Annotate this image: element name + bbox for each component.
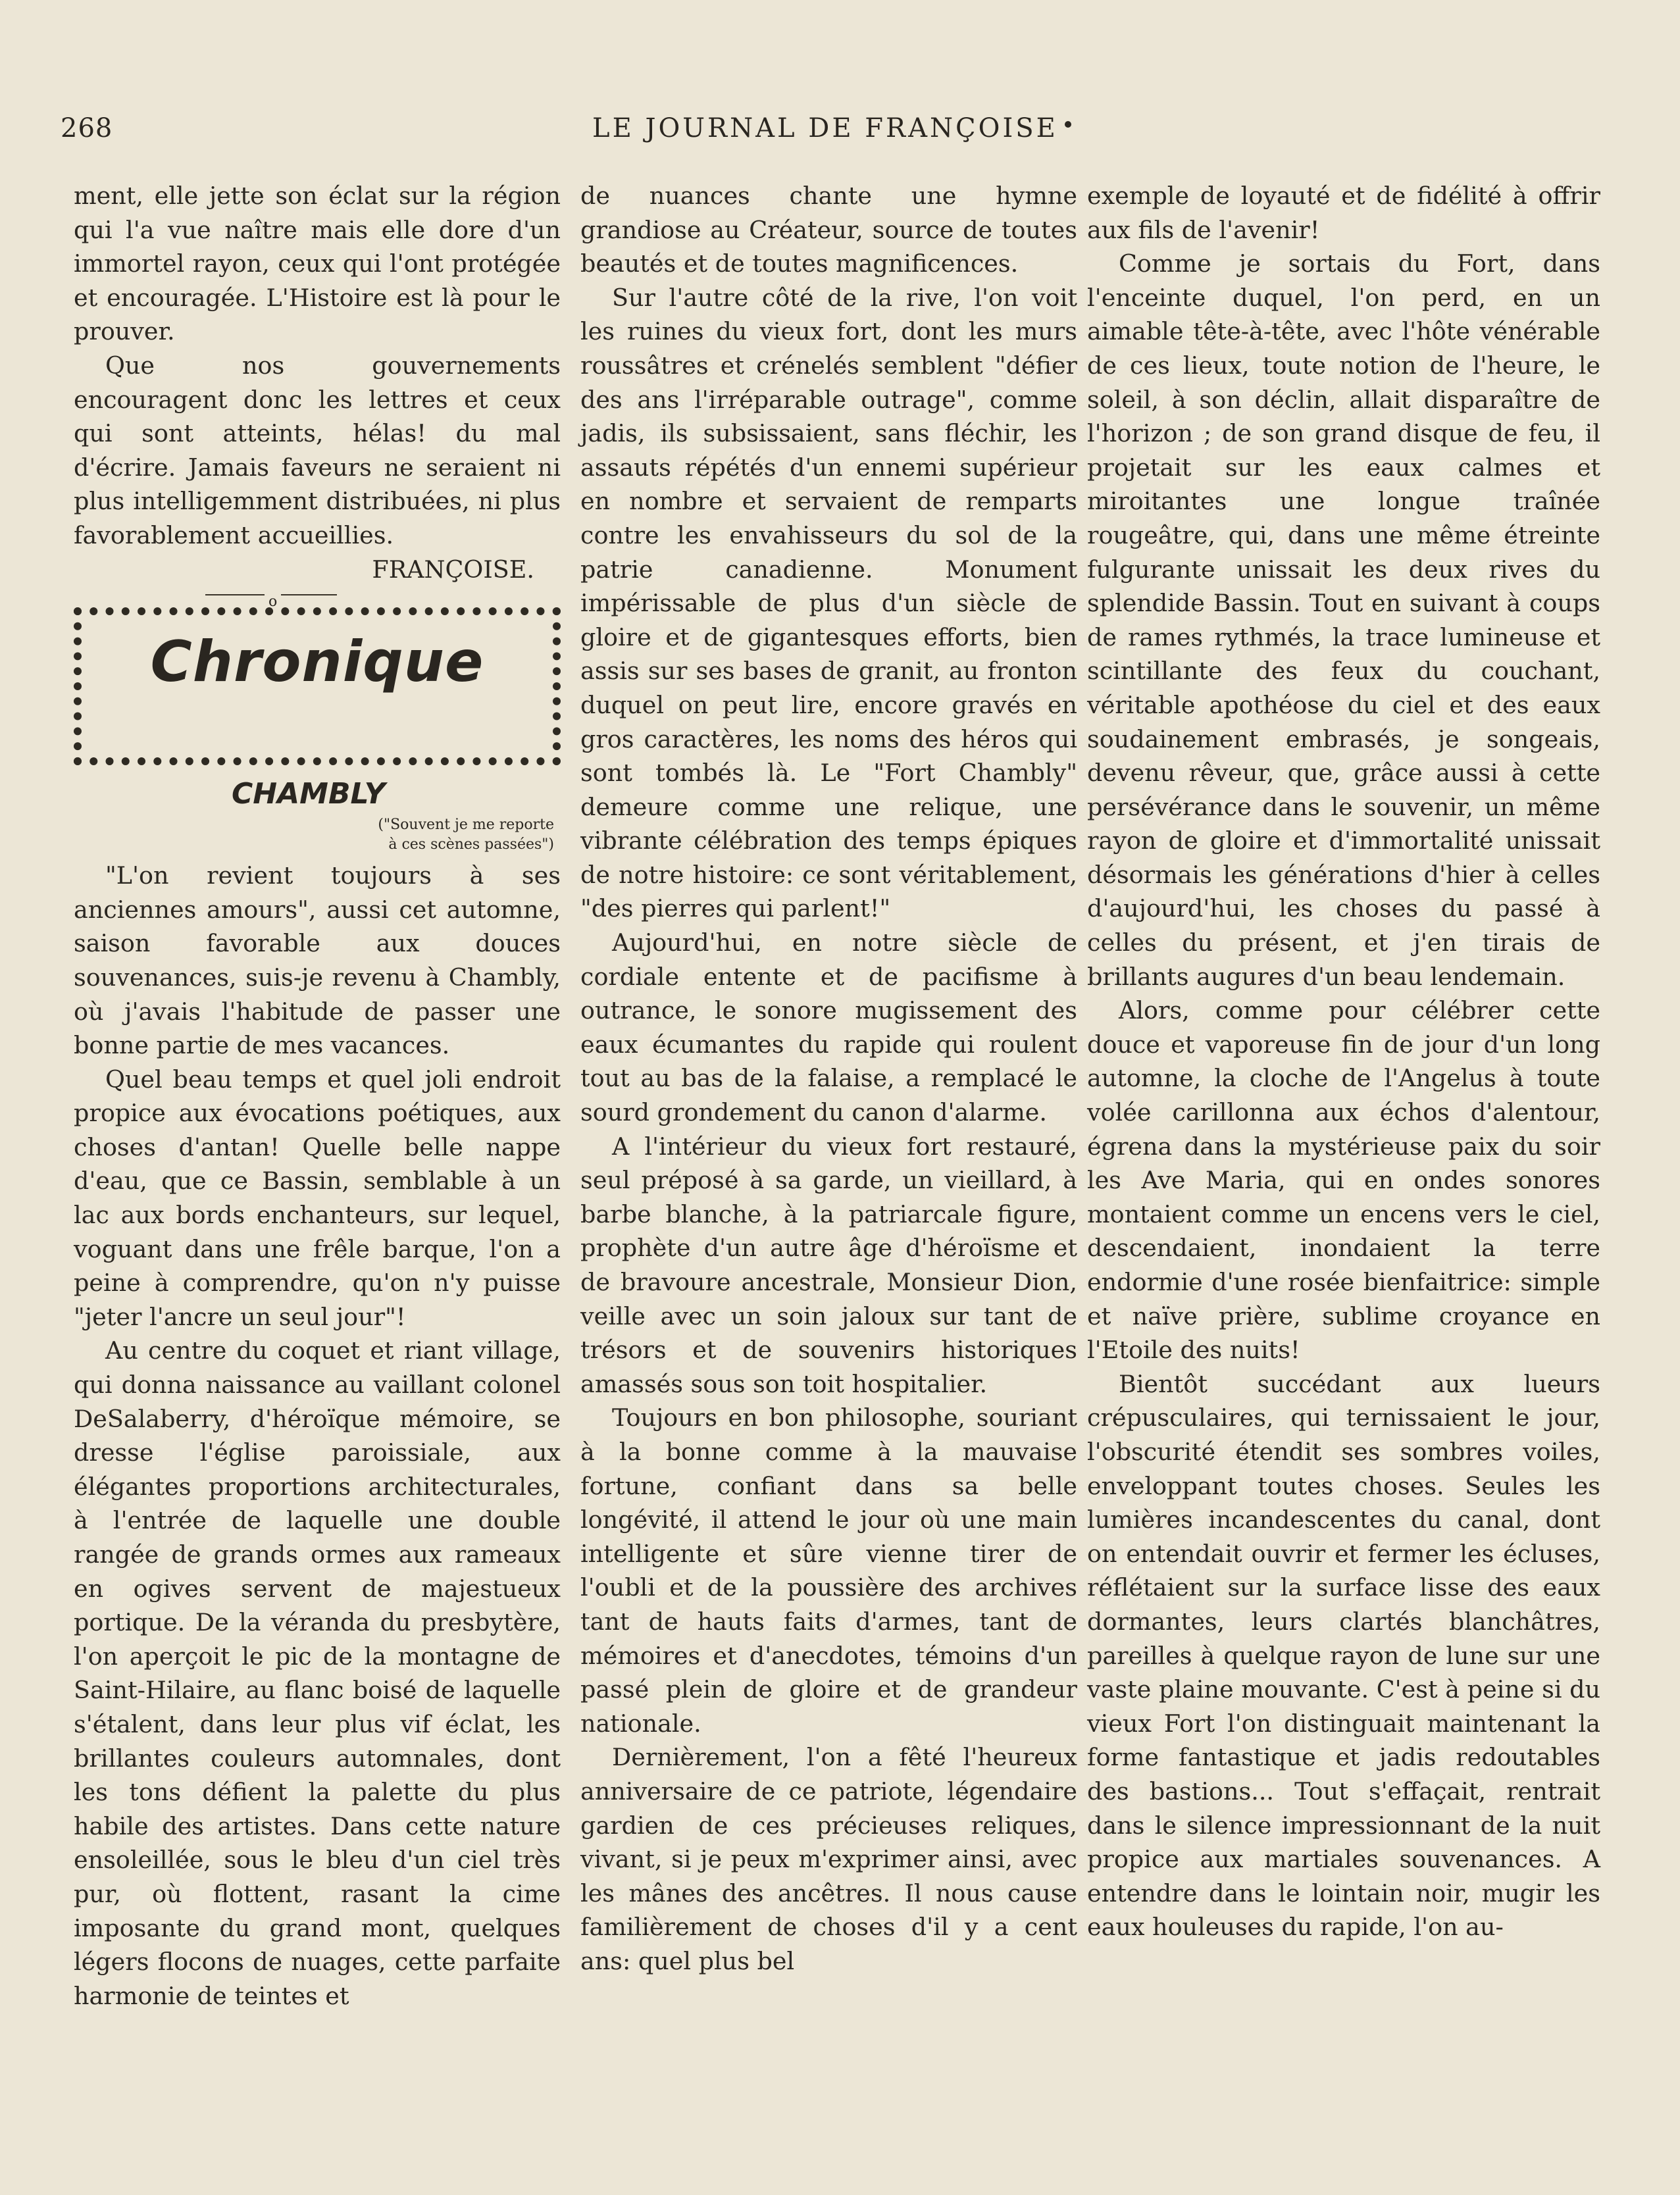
separator-mark: o: [265, 585, 281, 619]
journal-title: LE JOURNAL DE FRANÇOISE: [592, 113, 1058, 143]
article-title: CHAMBLY: [232, 777, 386, 811]
epigraph-line: ("Souvent je me reporte: [378, 817, 554, 834]
epigraph: [74, 815, 561, 855]
page-number: 268: [61, 113, 113, 143]
paragraph: Quel beau temps et quel joli endroit propice aux évocations poétiques, aux choses d'antan! Quelle belle nappe d'eau, que ce Bassin, semblable à un lac aux bords enchanteurs, sur lequel, voguant dans une frêle barque, l'on a peine à comprendre, qu'on n'y puisse "jeter l'ancre un seul jour"!: [74, 1065, 561, 1331]
ornament-dot: [1065, 121, 1071, 128]
column-1: [74, 179, 561, 2013]
column-3: [1087, 179, 1600, 1944]
paragraph: Aujourd'hui, en notre siècle de cordiale entente et de pacifisme à outrance, le sonore mugissement des eaux écumantes du rapide qui roulent tout au bas de la falaise, a remplacé le sourd grondement du canon d'alarme.: [580, 928, 1077, 1127]
section-heading: Chronique: [150, 629, 484, 695]
paragraph: ment, elle jette son éclat sur la région qui l'a vue naître mais elle dore d'un immortel rayon, ceux qui l'ont protégée et encouragée. L'Histoire est là pour le prouver.: [74, 182, 561, 346]
paragraph: Sur l'autre côté de la rive, l'on voit les ruines du vieux fort, dont les murs roussâtres et crénelés semblent "défier des ans l'irréparable outrage", comme jadis, ils subsissaient, sans fléchir, les assauts répétés d'un ennemi supérieur en nombre et servaient de remparts contre les envahisseurs du sol de la patrie canadienne. Monument impérissable de plus d'un siècle de gloire et de gigantesques efforts, bien assis sur ses bases de granit, au fronton duquel on peut lire, encore gravés en gros caractères, les noms des héros qui sont tombés là. Le "Fort Chambly" demeure comme une relique, une vibrante célébration des temps épiques de notre histoire: ce sont véritablement, "des pierres qui parlent!": [580, 283, 1077, 923]
paragraph: Comme je sortais du Fort, dans l'enceinte duquel, l'on perd, en un aimable tête-à-tête, avec l'hôte vénérable de ces lieux, toute notion de l'heure, le soleil, à son déclin, allait disparaître de l'horizon ; de son grand disque de feu, il projetait sur les eaux calmes et miroitantes une longue traînée rougeâtre, qui, dans une même étreinte fulgurante unissait les deux rives du splendide Bassin. Tout en suivant à coups de rames rythmés, la trace lumineuse et scintillante des feux du couchant, véritable apothéose du ciel et des eaux soudainement embrasés, je songeais, devenu rêveur, que, grâce aussi à cette persévérance dans le souvenir, un même rayon de gloire et d'immortalité unissait désormais les générations d'hier à celles d'aujourd'hui, les choses du passé à celles du présent, et j'en tirais de brillants augures d'un beau lendemain.: [1087, 249, 1600, 991]
epigraph-line: à ces scènes passées"): [388, 836, 554, 853]
paragraph: Dernièrement, l'on a fêté l'heureux anniversaire de ce patriote, légendaire gardien de ces précieuses reliques, vivant, si je peux m'exprimer ainsi, avec les mânes des ancêtres. Il nous cause familièrement de choses d'il y a cent ans: quel plus bel: [580, 1743, 1077, 1975]
section-separator: [205, 593, 337, 611]
paragraph: de nuances chante une hymne grandiose au Créateur, source de toutes beautés et de toutes magnificences.: [580, 182, 1077, 278]
author-signature: FRANÇOISE.: [372, 555, 534, 584]
section-heading-box: [74, 607, 561, 765]
paragraph: Bientôt succédant aux lueurs crépusculaires, qui ternissaient le jour, l'obscurité étendit ses sombres voiles, enveloppant toutes choses. Seules les lumières incandescentes du canal, dont on entendait ouvrir et fermer les écluses, réflétaient sur la surface lisse des eaux dormantes, leurs clartés blanchâtres, pareilles à quelque rayon de lune sur une vaste plaine mouvante. C'est à peine si du vieux Fort l'on distinguait maintenant la forme fantastique et jadis redoutables des bastions... Tout s'effaçait, rentrait dans le silence impressionnant de la nuit propice aux martiales souvenances. A entendre dans le lointain noir, mugir les eaux houleuses du rapide, l'on au-: [1087, 1369, 1600, 1942]
paragraph: exemple de loyauté et de fidélité à offrir aux fils de l'avenir!: [1087, 182, 1600, 244]
paragraph: Que nos gouvernements encouragent donc les lettres et ceux qui sont atteints, hélas! du mal d'écrire. Jamais faveurs ne seraient ni plus intelligemment distribuées, ni plus favorablement accueillies.: [74, 351, 561, 549]
paragraph: Alors, comme pour célébrer cette douce et vaporeuse fin de jour d'un long automne, la cloche de l'Angelus à toute volée carillonna aux échos d'alentour, égrena dans la mystérieuse paix du soir les Ave Maria, qui en ondes sonores montaient comme un encens vers le ciel, descendaient, inondaient la terre endormie d'une rosée bienfaitrice: simple et naïve prière, sublime croyance en l'Etoile des nuits!: [1087, 996, 1600, 1365]
column-2: [580, 179, 1077, 1978]
paragraph: A l'intérieur du vieux fort restauré, seul préposé à sa garde, un vieillard, à barbe blanche, à la patriarcale figure, prophète d'un autre âge d'héroïsme et de bravoure ancestrale, Monsieur Dion, veille avec un soin jaloux sur tant de trésors et de souvenirs historiques amassés sous son toit hospitalier.: [580, 1132, 1077, 1398]
paragraph: "L'on revient toujours à ses anciennes amours", aussi cet automne, saison favorable aux douces souvenances, suis-je revenu à Chambly, où j'avais l'habitude de passer une bonne partie de mes vacances.: [74, 861, 561, 1060]
paragraph: Toujours en bon philosophe, souriant à la bonne comme à la mauvaise fortune, confiant dans sa belle longévité, il attend le jour où une main intelligente et sûre vienne tirer de l'oubli et de la poussière des archives tant de hauts faits d'armes, tant de mémoires et d'anecdotes, témoins d'un passé plein de gloire et de grandeur nationale.: [580, 1403, 1077, 1738]
paragraph: Au centre du coquet et riant village, qui donna naissance au vaillant colonel DeSalaberry, d'héroïque mémoire, se dresse l'église paroissiale, aux élégantes proportions architecturales, à l'entrée de laquelle une double rangée de grands ormes aux rameaux en ogives servent de majestueux portique. De la véranda du presbytère, l'on aperçoit le pic de la montagne de Saint-Hilaire, au flanc boisé de laquelle s'étalent, dans leur plus vif éclat, les brillantes couleurs automnales, dont les tons défient la palette du plus habile des artistes. Dans cette nature ensoleillée, sous le bleu d'un ciel très pur, où flottent, rasant la cime imposante du grand mont, quelques légers flocons de nuages, cette parfaite harmonie de teintes et: [74, 1336, 561, 2010]
